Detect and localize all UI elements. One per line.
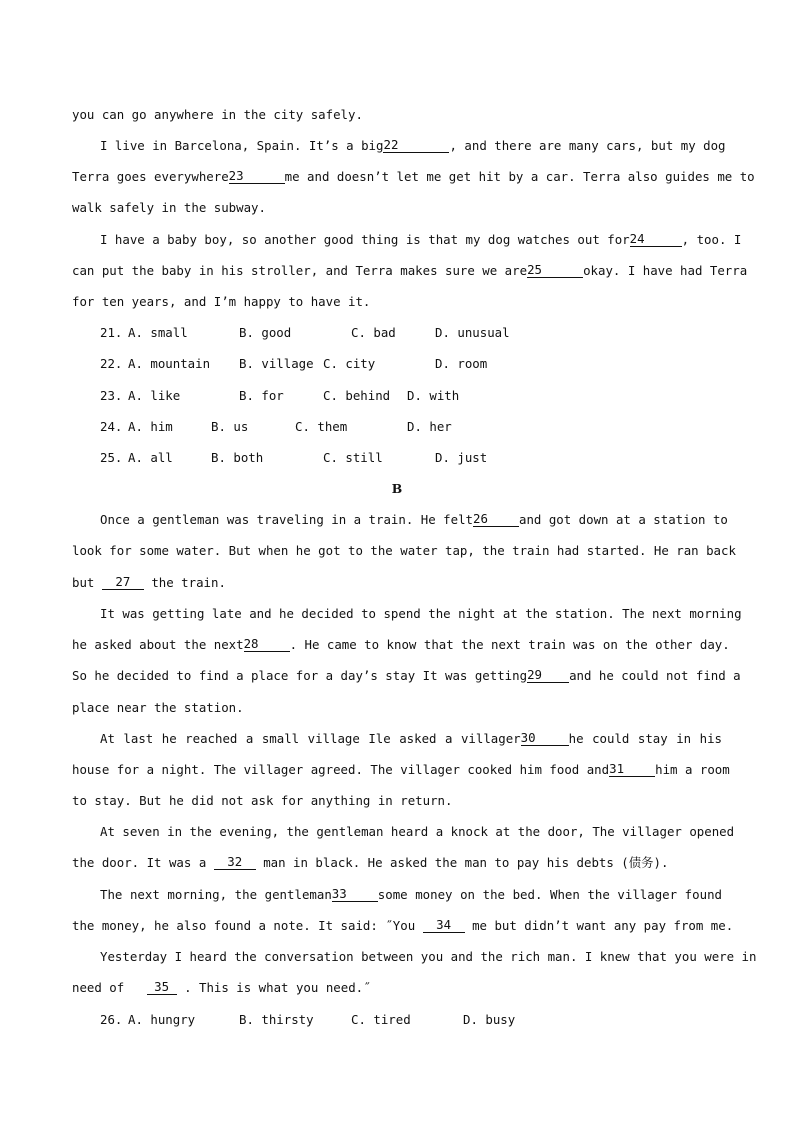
passage-text: Terra goes everywhere	[72, 169, 229, 184]
question-row-25	[72, 442, 722, 473]
answer-blank-31[interactable]: 31	[609, 762, 655, 777]
option-c[interactable]: C. still	[323, 450, 383, 465]
passage-line	[72, 723, 722, 754]
question-row-22	[72, 348, 722, 379]
question-row-24	[72, 411, 722, 442]
answer-blank-32[interactable]: 32	[214, 855, 256, 870]
option-b[interactable]: B. both	[211, 450, 264, 465]
passage-text: okay. I have had Terra	[583, 263, 748, 278]
answer-blank-22[interactable]: 22	[383, 138, 449, 153]
passage-text: he asked about the next	[72, 637, 244, 652]
answer-blank-25[interactable]: 25	[527, 263, 583, 278]
passage-text: man in black. He asked the man to pay his debts (债务).	[263, 855, 669, 870]
passage-text: to stay. But he did not ask for anything in return.	[72, 793, 453, 808]
option-c[interactable]: C. them	[295, 419, 348, 434]
passage-line	[72, 224, 742, 255]
passage-line	[72, 692, 722, 723]
answer-blank-30[interactable]: 30	[521, 731, 569, 746]
option-d[interactable]: D. unusual	[435, 325, 510, 340]
passage-text: the door. It was a	[72, 855, 207, 870]
option-c[interactable]: C. city	[323, 356, 376, 371]
passage-line	[72, 660, 741, 691]
passage-line	[72, 255, 748, 286]
passage-text: So he decided to find a place for a day’s stay It was getting	[72, 668, 528, 683]
answer-blank-26[interactable]: 26	[473, 512, 519, 527]
option-a[interactable]: A. hungry	[128, 1012, 196, 1027]
passage-line	[72, 629, 730, 660]
passage-text: but	[72, 575, 95, 590]
passage-line	[72, 99, 722, 130]
option-b[interactable]: B. us	[211, 419, 249, 434]
answer-blank-33[interactable]: 33	[332, 887, 378, 902]
question-number: 26.	[100, 1012, 123, 1027]
option-d[interactable]: D. her	[407, 419, 452, 434]
answer-blank-34[interactable]: 34	[423, 918, 465, 933]
option-c[interactable]: C. behind	[323, 388, 391, 403]
passage-text: I have a baby boy, so another good thing is that my dog watches out for	[100, 232, 630, 247]
answer-blank-35[interactable]: 35	[147, 980, 177, 995]
passage-text: Yesterday I heard the conversation between you and the rich man. I knew that you were in	[100, 949, 757, 964]
option-b[interactable]: B. village	[239, 356, 314, 371]
passage-text: I live in Barcelona, Spain. It’s a big	[100, 138, 384, 153]
passage-line	[72, 879, 722, 910]
passage-text: me and doesn’t let me get hit by a car. Terra also guides me to	[284, 169, 755, 184]
passage-text: At last he reached a small village Ile asked a villager	[100, 731, 521, 746]
question-row-26	[72, 1004, 722, 1035]
question-number: 24.	[100, 419, 123, 434]
passage-line	[72, 286, 722, 317]
passage-text: At seven in the evening, the gentleman heard a knock at the door, The villager opened	[100, 824, 735, 839]
option-d[interactable]: D. busy	[463, 1012, 516, 1027]
passage-text: look for some water. But when he got to the water tap, the train had started. He ran back	[72, 543, 736, 558]
passage-line	[72, 941, 757, 972]
passage-line	[72, 161, 755, 192]
answer-blank-23[interactable]: 23	[229, 169, 285, 184]
passage-line	[72, 816, 735, 847]
passage-text: Once a gentleman was traveling in a train. He felt	[100, 512, 473, 527]
option-a[interactable]: A. like	[128, 388, 181, 403]
answer-blank-29[interactable]: 29	[527, 668, 569, 683]
answer-blank-27[interactable]: 27	[102, 575, 144, 590]
passage-text: house for a night. The villager agreed. The villager cooked him food and	[72, 762, 610, 777]
passage-text: can put the baby in his stroller, and Terra makes sure we are	[72, 263, 528, 278]
passage-text: he could stay in his	[568, 731, 722, 746]
passage-line	[72, 910, 734, 941]
passage-text: . He came to know that the next train was on the other day.	[289, 637, 730, 652]
option-b[interactable]: B. thirsty	[239, 1012, 314, 1027]
question-row-21	[72, 317, 722, 348]
question-number: 25.	[100, 450, 123, 465]
passage-line	[72, 754, 730, 785]
passage-line	[72, 785, 722, 816]
option-d[interactable]: D. room	[435, 356, 488, 371]
passage-text: him a room	[655, 762, 730, 777]
passage-text: , too. I	[681, 232, 742, 247]
section-heading: B	[391, 481, 403, 496]
option-c[interactable]: C. bad	[351, 325, 396, 340]
option-c[interactable]: C. tired	[351, 1012, 411, 1027]
option-d[interactable]: D. with	[407, 388, 460, 403]
passage-text: It was getting late and he decided to spend the night at the station. The next morning	[100, 606, 742, 621]
question-row-23	[72, 380, 722, 411]
question-number: 23.	[100, 388, 123, 403]
passage-text: for ten years, and I’m happy to have it.	[72, 294, 371, 309]
question-number: 22.	[100, 356, 123, 371]
option-a[interactable]: A. all	[128, 450, 173, 465]
passage-line	[72, 504, 728, 535]
passage-text: The next morning, the gentleman	[100, 887, 332, 902]
passage-line	[72, 535, 736, 566]
passage-text: and he could not find a	[569, 668, 741, 683]
question-number: 21.	[100, 325, 123, 340]
passage-line	[72, 567, 722, 598]
passage-text: you can go anywhere in the city safely.	[72, 107, 363, 122]
option-a[interactable]: A. him	[128, 419, 173, 434]
passage-text: need of	[72, 980, 125, 995]
passage-text: some money on the bed. When the villager found	[377, 887, 722, 902]
passage-line	[72, 598, 742, 629]
passage-line	[72, 130, 726, 161]
passage-text: and got down at a station to	[519, 512, 728, 527]
option-d[interactable]: D. just	[435, 450, 488, 465]
passage-text: the train.	[151, 575, 226, 590]
passage-line	[72, 192, 722, 223]
answer-blank-28[interactable]: 28	[244, 637, 290, 652]
passage-line	[72, 972, 722, 1003]
passage-text: . This is what you need.˝	[184, 980, 371, 995]
passage-line	[72, 847, 722, 878]
option-a[interactable]: A. small	[128, 325, 188, 340]
passage-text: me but didn’t want any pay from me.	[472, 918, 734, 933]
passage-text: place near the station.	[72, 700, 244, 715]
answer-blank-24[interactable]: 24	[630, 232, 682, 247]
passage-text: , and there are many cars, but my dog	[449, 138, 726, 153]
option-b[interactable]: B. for	[239, 388, 284, 403]
option-a[interactable]: A. mountain	[128, 356, 211, 371]
passage-text: walk safely in the subway.	[72, 200, 266, 215]
passage-text: the money, he also found a note. It said: ˝You	[72, 918, 416, 933]
option-b[interactable]: B. good	[239, 325, 292, 340]
